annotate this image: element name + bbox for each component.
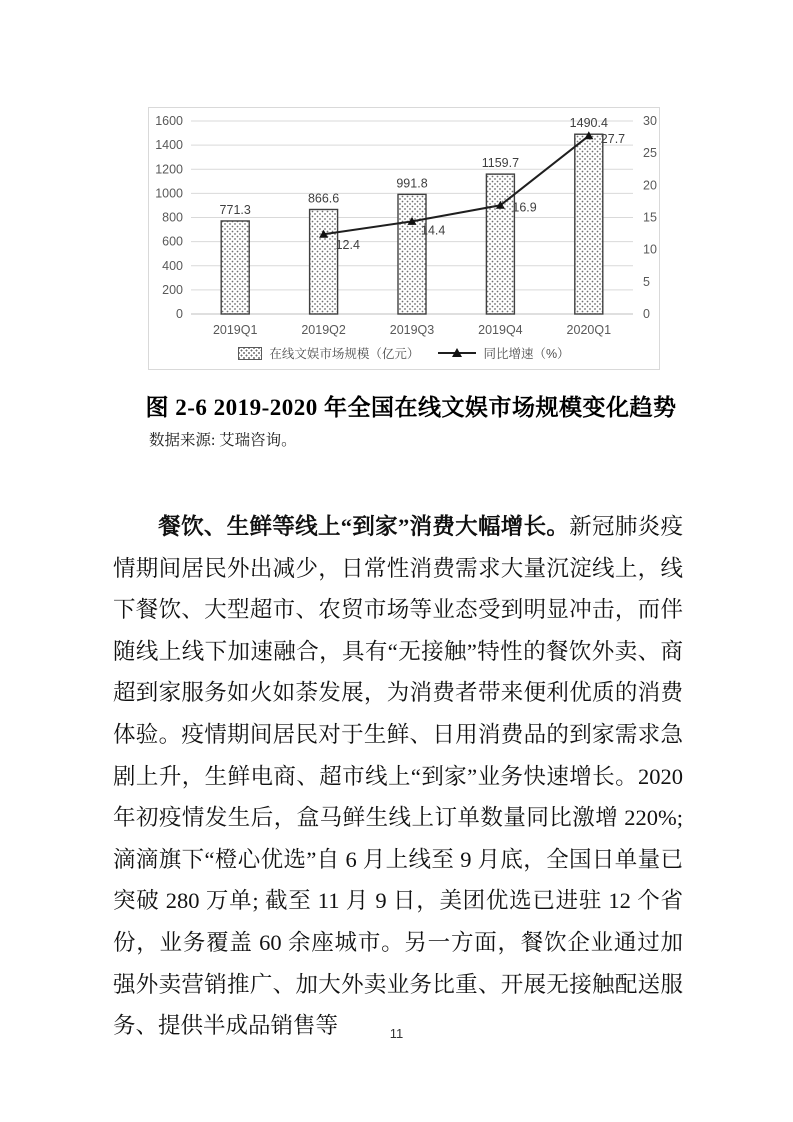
bar-value-label: 771.3 [219,202,251,217]
right-axis-tick-label: 10 [643,242,657,257]
left-axis-tick-label: 1000 [155,186,183,201]
bar-value-label: 866.6 [307,191,340,206]
right-axis-tick-label: 20 [643,178,657,193]
market-scale-chart [148,107,660,370]
line-value-label: 12.4 [335,238,360,253]
right-axis-tick-label: 15 [643,210,657,225]
bar-value-label: 1159.7 [481,156,520,171]
left-axis-tick-label: 600 [162,234,183,249]
bar-2019Q4 [486,174,514,314]
x-axis-label: 2020Q1 [566,323,612,337]
left-axis-tick-label: 1200 [155,162,183,177]
left-axis-tick-label: 400 [162,258,183,273]
bar-value-label: 1490.4 [569,116,608,131]
x-axis-label: 2019Q3 [389,323,435,337]
left-axis-tick-label: 1600 [155,114,183,128]
x-axis-label: 2019Q4 [478,323,523,337]
line-value-label: 27.7 [600,131,626,146]
left-axis-tick-label: 800 [162,210,183,225]
line-series-swatch-icon [438,347,476,359]
bar-2020Q1 [575,134,603,314]
line-value-label: 14.4 [421,223,446,238]
chart-legend [149,340,659,366]
page-number: 11 [389,1026,404,1041]
line-value-label: 16.9 [512,200,537,215]
bar-series-swatch-icon [238,347,262,360]
bar-2019Q1 [221,221,249,314]
bar-2019Q3 [398,194,426,314]
left-axis-tick-label: 0 [176,307,183,321]
body-paragraph [113,506,683,1047]
left-axis-tick-label: 200 [162,282,183,297]
paragraph-body-text: 新冠肺炎疫情期间居民外出减少，日常性消费需求大量沉淀线上，线下餐饮、大型超市、农贸市场等业态受到明显冲击，而伴随线上线下加速融合，具有“无接触”特性的餐饮外卖、商超到家服务如火如荼发展，为消费者带来便利优质的消费体验。疫情期间居民对于生鲜、日用消费品的到家需求急剧上升，生鲜电商、超市线上“到家”业务快速增长。2020 年初疫情发生后，盒马鲜生线上订单数量同比激增 220%; 滴滴旗下“橙心优选”自 6 月上线至 9 月底，全国日单量已突破 280 万单; 截至 11 月 9 日，美团优选已进驻 12 个省份，业务覆盖 60 余座城市。另一方面，餐饮企业通过加强外卖营销推广、加大外卖业务比重、开展无接触配送服务、提供半成品销售等 [113,514,683,1039]
figure-caption: 图 2-6 2019-2020 年全国在线文娱市场规模变化趋势 [145,395,677,420]
growth-rate-line [324,136,589,234]
bar-value-label: 991.8 [396,176,428,191]
legend-bar-label: 在线文娱市场规模（亿元） [269,347,420,361]
market-chart-svg [149,108,661,340]
x-axis-label: 2019Q2 [301,323,346,337]
bar-2019Q2 [310,209,338,314]
right-axis-tick-label: 5 [643,274,650,289]
right-axis-tick-label: 0 [643,307,650,321]
left-axis-tick-label: 1400 [155,138,183,153]
legend-line-label: 同比增速（%） [483,347,570,361]
right-axis-tick-label: 25 [643,146,657,161]
x-axis-label: 2019Q1 [212,323,258,337]
paragraph-lead-bold: 餐饮、生鲜等线上“到家”消费大幅增长。 [158,514,570,539]
figure-source: 数据来源: 艾瑞咨询。 [149,432,297,449]
right-axis-tick-label: 30 [643,114,657,128]
